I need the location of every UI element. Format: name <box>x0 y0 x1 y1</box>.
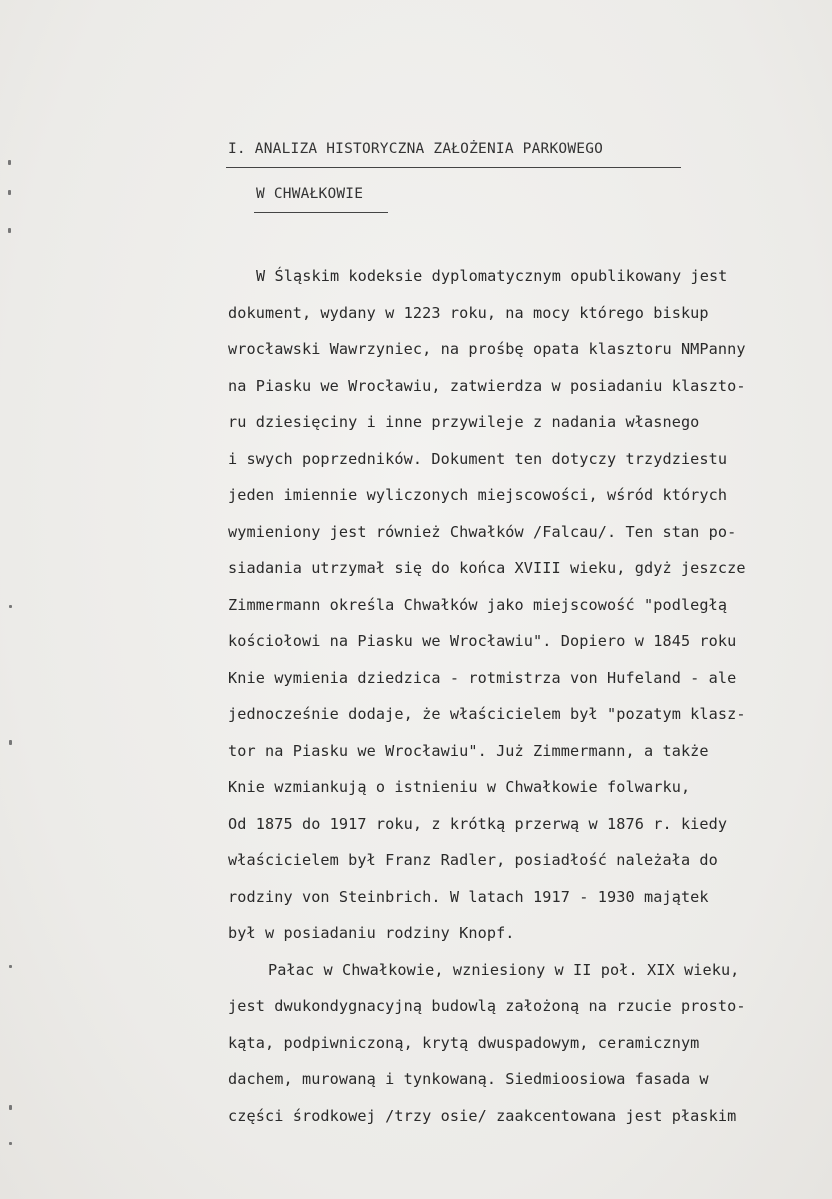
text-line: wymieniony jest również Chwałków /Falcau/. Ten stan po- <box>228 522 737 541</box>
binding-mark <box>9 1142 12 1145</box>
text-line: jeden imiennie wyliczonych miejscowości, wśród których <box>228 486 728 504</box>
section-heading: I. ANALIZA HISTORYCZNA ZAŁOŻENIA PARKOWEGO <box>228 141 604 157</box>
binding-mark <box>9 605 12 608</box>
binding-mark <box>9 740 12 745</box>
text-line: W Śląskim kodeksie dyplomatycznym opublikowany jest <box>256 267 728 285</box>
text-line: dachem, murowaną i tynkowaną. Siedmioosiowa fasada w <box>228 1070 709 1088</box>
text-line: kąta, podpiwniczoną, krytą dwuspadowym, ceramicznym <box>228 1033 700 1052</box>
text-line: jest dwukondygnacyjną budowlą założoną na rzucie prosto- <box>228 997 746 1015</box>
binding-mark <box>8 190 11 195</box>
text-line: tor na Piasku we Wrocławiu". Już Zimmermann, a także <box>228 741 709 760</box>
text-line: rodziny von Steinbrich. W latach 1917 - 1930 majątek <box>228 887 709 906</box>
text-line: Od 1875 do 1917 roku, z krótką przerwą w 1876 r. kiedy <box>228 814 728 833</box>
text-line: Knie wymienia dziedzica - rotmistrza von Hufeland - ale <box>228 668 737 687</box>
binding-mark <box>9 1105 12 1110</box>
text-line: wrocławski Wawrzyniec, na prośbę opata klasztoru NMPanny <box>228 340 746 358</box>
text-line: części środkowej /trzy osie/ zaakcentowana jest płaskim <box>228 1106 737 1125</box>
binding-mark <box>8 160 11 165</box>
text-line: i swych poprzedników. Dokument ten dotyczy trzydziestu <box>228 449 728 468</box>
text-line: ru dziesięciny i inne przywileje z nadania własnego <box>228 413 700 431</box>
heading-underline <box>226 167 681 168</box>
binding-mark <box>9 965 12 968</box>
text-line: Knie wzmiankują o istnieniu w Chwałkowie folwarku, <box>228 778 691 796</box>
text-line: siadania utrzymał się do końca XVIII wieku, gdyż jeszcze <box>228 559 746 577</box>
text-line: kościołowi na Piasku we Wrocławiu". Dopiero w 1845 roku <box>228 632 737 650</box>
text-line: jednocześnie dodaje, że właścicielem był "pozatym klasz- <box>228 705 746 723</box>
text-line: właścicielem był Franz Radler, posiadłość należała do <box>228 851 718 869</box>
text-line: Pałac w Chwałkowie, wzniesiony w II poł. XIX wieku, <box>268 960 740 979</box>
text-line: na Piasku we Wrocławiu, zatwierdza w posiadaniu klaszto- <box>228 376 746 395</box>
heading-underline-continued <box>254 212 388 213</box>
binding-mark <box>8 228 11 233</box>
text-line: Zimmermann określa Chwałków jako miejscowość "podległą <box>228 595 728 614</box>
text-line: dokument, wydany w 1223 roku, na mocy którego biskup <box>228 303 709 322</box>
text-line: był w posiadaniu rodziny Knopf. <box>228 924 515 942</box>
section-heading-continued: W CHWAŁKOWIE <box>256 186 364 202</box>
body-text <box>228 258 826 1134</box>
